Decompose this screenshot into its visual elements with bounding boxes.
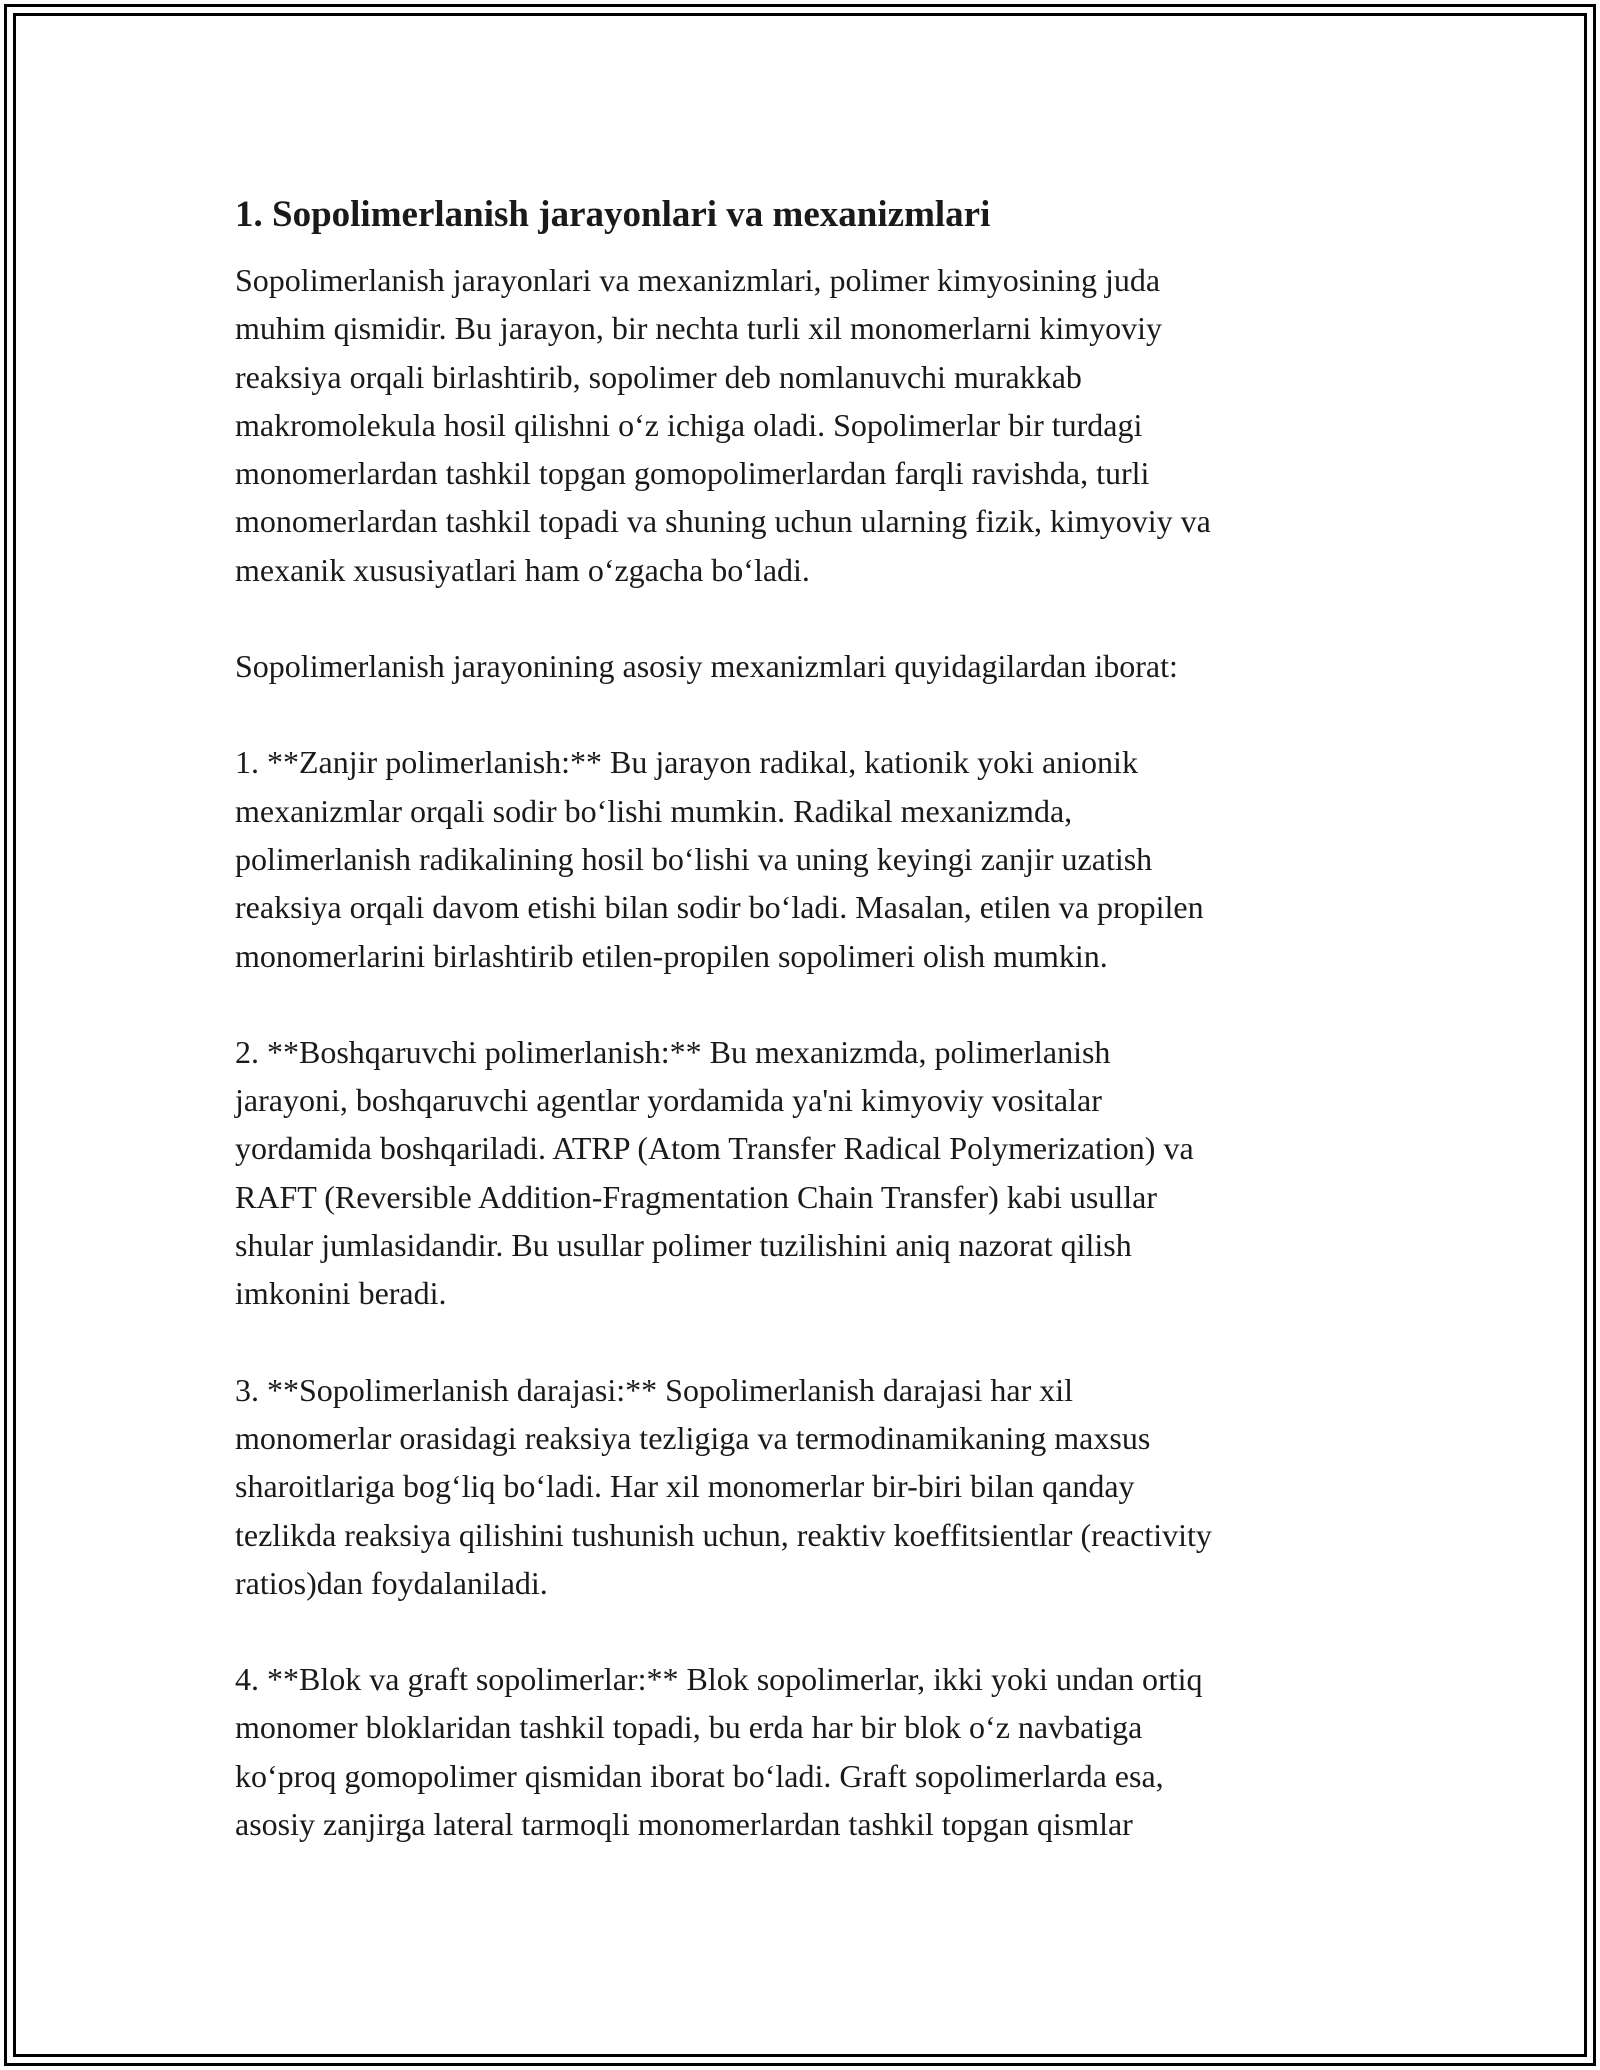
paragraph-mechanisms-lead: Sopolimerlanish jarayonining asosiy mexanizmlari quyidagilardan iborat: bbox=[235, 648, 1178, 685]
paragraph-item-4-block-graft: 4. **Blok va graft sopolimerlar:** Blok sopolimerlar, ikki yoki undan ortiq monomer bloklaridan tashkil topadi, bu erda har bir blok o‘z navbatiga ko‘proq gomopolimer qismidan iborat bo‘ladi. Graft sopolimerlarda esa, asosiy zanjirga lateral tarmoqli monomerlardan tashkil topgan qismlar bbox=[235, 1661, 1203, 1843]
paragraph-item-2-controlled-polymerization: 2. **Boshqaruvchi polimerlanish:** Bu mexanizmda, polimerlanish jarayoni, boshqaruvchi agentlar yordamida ya'ni kimyoviy vositalar yordamida boshqariladi. ATRP (Atom Transfer Radical Polymerization) va RAFT (Reversible Addition-Fragmentation Chain Transfer) kabi usullar shular jumlasidandir. Bu usullar polimer tuzilishini aniq nazorat qilish imkonini beradi. bbox=[235, 1033, 1194, 1312]
paragraph-item-1-chain-polymerization: 1. **Zanjir polimerlanish:** Bu jarayon radikal, kationik yoki anionik mexanizmlar orqali sodir bo‘lishi mumkin. Radikal mexanizmda, polimerlanish radikalining hosil bo‘lishi va uning keyingi zanjir uzatish reaksiya orqali davom etishi bilan sodir bo‘ladi. Masalan, etilen va propilen monomerlarini birlashtirib etilen-propilen sopolimeri olish mumkin. bbox=[235, 744, 1204, 974]
paragraph-item-3-copolymerization-degree: 3. **Sopolimerlanish darajasi:** Sopolimerlanish darajasi har xil monomerlar orasidagi reaksiya tezligiga va termodinamikaning maxsus sharoitlariga bog‘liq bo‘ladi. Har xil monomerlar bir-biri bilan qanday tezlikda reaksiya qilishini tushunish uchun, reaktiv koeffitsientlar (reactivity ratios)dan foydalaniladi. bbox=[235, 1371, 1212, 1601]
section-heading: 1. Sopolimerlanish jarayonlari va mexanizmlari bbox=[235, 194, 991, 235]
paragraph-intro: Sopolimerlanish jarayonlari va mexanizmlari, polimer kimyosining juda muhim qismidir. Bu jarayon, bir nechta turli xil monomerlarni kimyoviy reaksiya orqali birlashtirib, sopolimer deb nomlanuvchi murakkab makromolekula hosil qilishni o‘z ichiga oladi. Sopolimerlar bir turdagi monomerlardan tashkil topgan gomopolimerlardan farqli ravishda, turli monomerlardan tashkil topadi va shuning uchun ularning fizik, kimyoviy va mexanik xususiyatlari ham o‘zgacha bo‘ladi. bbox=[235, 262, 1211, 588]
document-body bbox=[235, 188, 1375, 1848]
